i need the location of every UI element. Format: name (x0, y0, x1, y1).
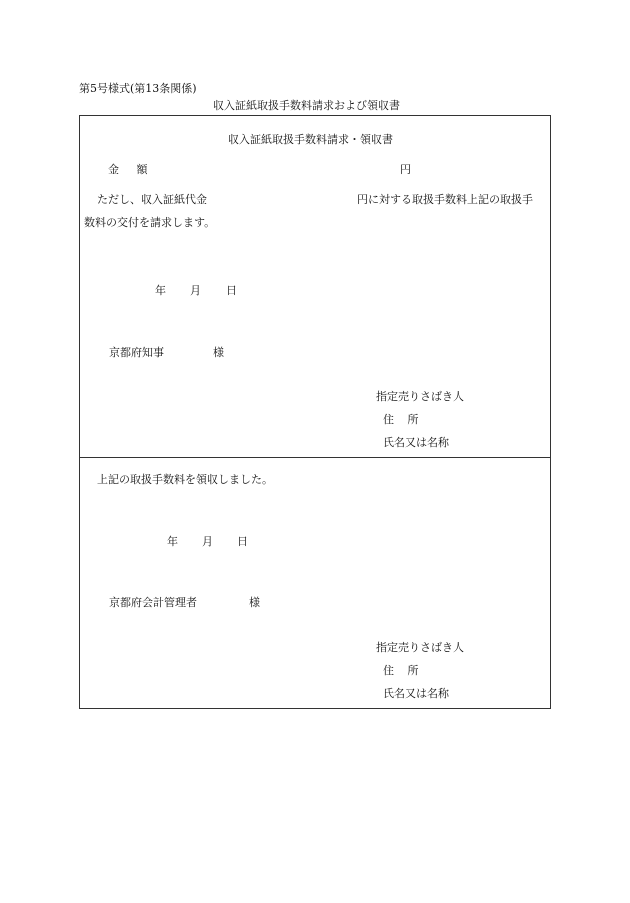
receipt-addressee-suffix: 様 (249, 596, 260, 609)
receipt-date-month: 月 (202, 535, 213, 548)
amount-unit: 円 (400, 163, 411, 176)
request-date-year: 年 (155, 284, 166, 297)
receipt-address-label: 住 所 (383, 664, 419, 677)
request-body-line1-right: 円に対する取扱手数料上記の取扱手 (357, 193, 533, 206)
request-addressee-suffix: 様 (213, 346, 224, 359)
request-seller-title: 指定売りさばき人 (376, 390, 464, 403)
receipt-statement: 上記の取扱手数料を領収しました。 (97, 473, 273, 486)
receipt-date-year: 年 (167, 535, 178, 548)
request-addressee: 京都府知事 (109, 346, 164, 359)
request-address-label: 住 所 (383, 413, 419, 426)
request-heading: 収入証紙取扱手数料請求・領収書 (228, 133, 393, 146)
document-title: 収入証紙取扱手数料請求および領収書 (213, 99, 400, 112)
section-divider (79, 457, 551, 458)
request-date-day: 日 (226, 284, 237, 297)
form-number: 第5号様式(第13条関係) (79, 82, 197, 95)
request-body-line2: 数料の交付を請求します。 (84, 216, 216, 229)
receipt-seller-title: 指定売りさばき人 (376, 641, 464, 654)
request-body-line1-left: ただし、収入証紙代金 (97, 193, 207, 206)
receipt-date-day: 日 (237, 535, 248, 548)
amount-label: 金 額 (108, 163, 148, 176)
request-name-label: 氏名又は名称 (383, 436, 449, 449)
receipt-name-label: 氏名又は名称 (383, 687, 449, 700)
receipt-addressee: 京都府会計管理者 (109, 596, 197, 609)
request-date-month: 月 (190, 284, 201, 297)
